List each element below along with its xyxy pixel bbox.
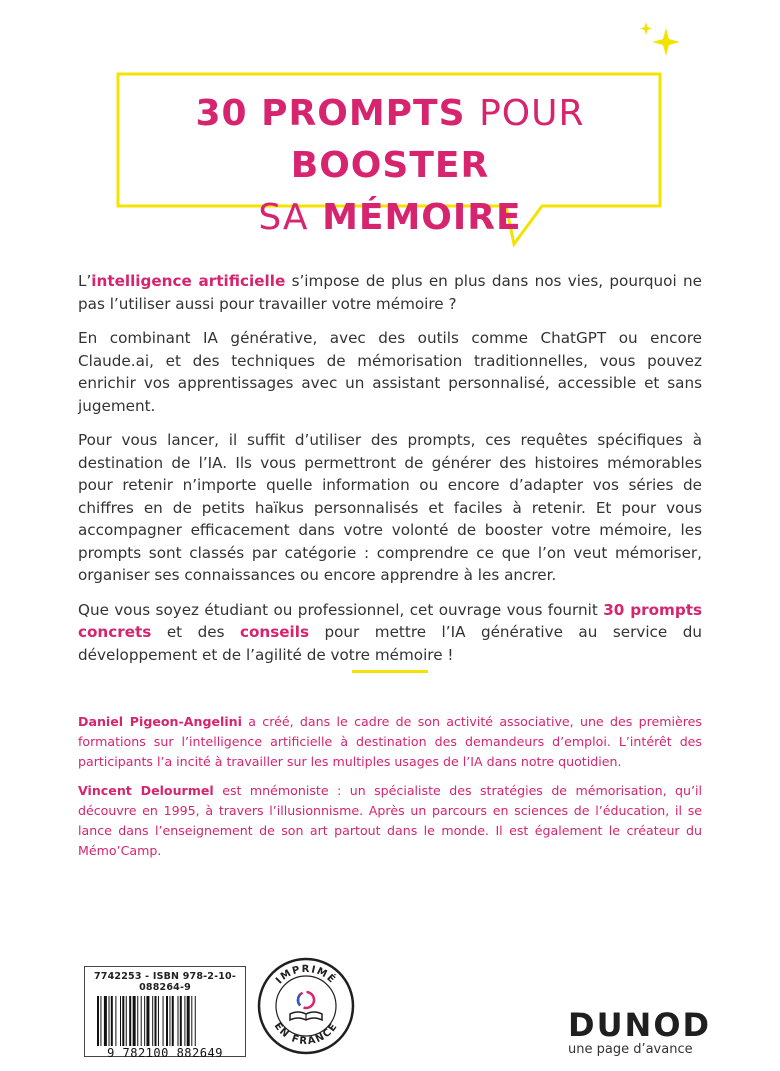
- blurb-text: s’impose de plus en plus dans nos vies, pourquoi ne pas l’utiliser aussi pour travailler votre mémoire ?: [78, 272, 702, 313]
- author-name: Vincent Delourmel: [78, 783, 214, 798]
- book-title: [120, 88, 660, 244]
- barcode-bars: [95, 996, 235, 1046]
- isbn-label: 7742253 - ISBN 978-2-10-088264-9: [94, 971, 236, 993]
- isbn-digits: 9 782100 882649: [107, 1046, 223, 1060]
- blurb: [78, 270, 702, 678]
- title-bold-1: 30 PROMPTS: [195, 93, 466, 134]
- blurb-text: L’: [78, 272, 92, 290]
- imprime-en-france-seal: [256, 956, 356, 1056]
- blurb-paragraph-2: En combinant IA générative, avec des outils comme ChatGPT ou encore Claude.ai, et des techniques de mémorisation traditionnelles, vous pouvez enrichir vos apprentissages avec un assistant personnalisé, accessible et sans jugement.: [78, 329, 702, 415]
- isbn-barcode: [84, 966, 246, 1060]
- highlight-ai: intelligence artificielle: [91, 272, 286, 290]
- blurb-paragraph-1: [78, 270, 702, 315]
- title-bold-2: BOOSTER: [290, 145, 490, 186]
- blurb-paragraph-4: [78, 599, 702, 667]
- publisher-name: DUNOD: [568, 1006, 712, 1044]
- blurb-text: Que vous soyez étudiant ou professionnel, cet ouvrage vous fournit: [78, 600, 604, 619]
- author-bios: [78, 712, 702, 870]
- highlight-conseils: conseils: [239, 623, 310, 641]
- author-bio-text: est mnémoniste : un spécialiste des stratégies de mémorisation, qu’il découvre en 1995, à travers l’illusionnisme. Après un parcours en sciences de l’éducation, il se lance dans l’enseignement de son art partout dans le monde. Il est également le créateur du Mémo’Camp.: [78, 783, 702, 858]
- blurb-text: pour mettre l’IA générative au service du développement et de l’agilité de votre mémoire !: [78, 623, 702, 664]
- author-name: Daniel Pigeon-Angelini: [78, 714, 242, 729]
- title-bold-3: MÉMOIRE: [322, 197, 522, 238]
- seal-bottom-text: EN FRANCE: [271, 1020, 341, 1048]
- title-line-2: [120, 192, 660, 244]
- divider: [352, 670, 428, 673]
- seal-top-text: IMPRIMÉ: [273, 963, 338, 987]
- highlight-prompts: 30 prompts concrets: [78, 600, 702, 641]
- publisher-tagline: une page d’avance: [568, 1042, 693, 1057]
- author-bio-text: a créé, dans le cadre de son activité associative, une des premières formations sur l’intelligence artificielle à destination des demandeurs d’emploi. L’intérêt des participants l’a incité à travailler sur les multiples usages de l’IA dans notre quotidien.: [78, 714, 702, 769]
- title-light-1: POUR: [479, 93, 585, 134]
- blurb-text: et des: [151, 623, 240, 641]
- author-bio-2: [78, 781, 702, 861]
- title-light-2: SA: [258, 197, 309, 238]
- author-bio-1: [78, 712, 702, 772]
- title-line-1: [120, 88, 660, 192]
- publisher-logo: [568, 1006, 712, 1057]
- blurb-paragraph-3: Pour vous lancer, il suffit d’utiliser des prompts, ces requêtes spécifiques à destination de l’IA. Ils vous permettront de générer des histoires mémorables pour retenir n’importe quelle information ou encore d’adapter vos séries de chiffres en de petits haïkus personnalisés et faciles à retenir. Et pour vous accompagner efficacement dans votre volonté de booster votre mémoire, les prompts sont classés par catégorie : comprendre ce que l’on veut mémoriser, organiser ses connaissances ou encore apprendre à les ancrer.: [78, 431, 702, 584]
